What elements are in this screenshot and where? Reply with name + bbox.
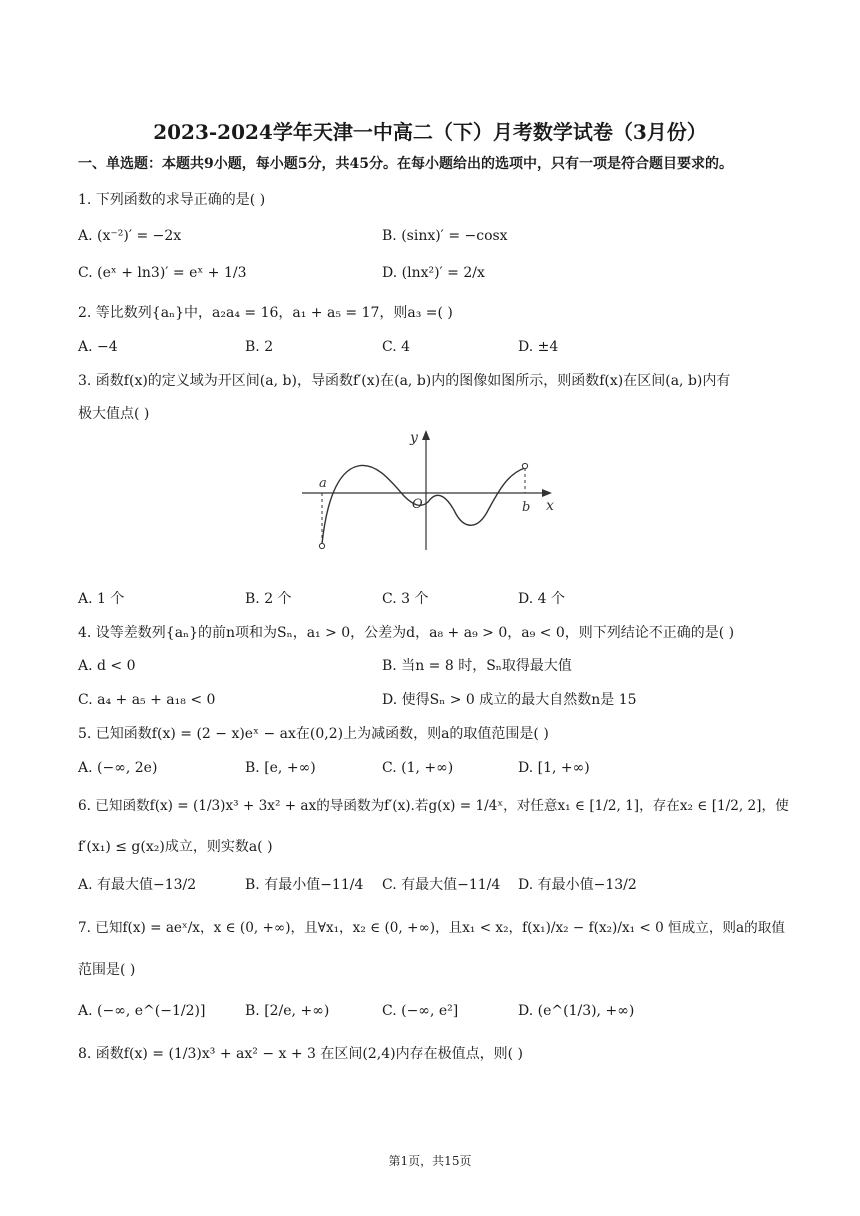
derivative-curve	[322, 465, 525, 544]
x-axis-label: x	[546, 498, 554, 514]
question-4-option-c: C. a₄ + a₅ + a₁₈ < 0	[78, 692, 216, 708]
question-1-option-c: C. (eˣ + ln3)′ = eˣ + 1/3	[78, 265, 247, 281]
question-1-option-d: D. (lnx²)′ = 2/x	[382, 265, 485, 281]
left-open-endpoint	[319, 543, 324, 548]
question-1-stem: 1. 下列函数的求导正确的是( )	[78, 192, 266, 208]
question-1-option-a: A. (x⁻²)′ = −2x	[78, 228, 182, 244]
question-6-option-c: C. 有最大值−11/4	[382, 877, 501, 893]
page-title: 2023-2024学年天津一中高二（下）月考数学试卷（3月份）	[153, 120, 707, 144]
question-7-option-c: C. (−∞, e²]	[382, 1003, 459, 1019]
x-axis-arrow	[542, 489, 552, 497]
question-6-option-d: D. 有最小值−13/2	[518, 877, 637, 893]
question-6-stem: 6. 已知函数f(x) = (1/3)x³ + 3x² + ax的导函数为f′(x).若g(x) = 1/4ˣ，对任意x₁ ∈ [1/2, 1]，存在x₂ ∈ [1/2, 2]，使	[78, 798, 789, 814]
question-6-option-a: A. 有最大值−13/2	[78, 877, 197, 893]
y-axis-label: y	[410, 430, 418, 446]
question-3-option-b: B. 2 个	[245, 591, 292, 607]
question-5-option-d: D. [1, +∞)	[518, 760, 590, 776]
question-3-option-c: C. 3 个	[382, 591, 429, 607]
question-5-stem: 5. 已知函数f(x) = (2 − x)eˣ − ax在(0,2)上为减函数，则a的取值范围是( )	[78, 726, 549, 742]
question-5-option-c: C. (1, +∞)	[382, 760, 454, 776]
question-4-option-a: A. d < 0	[78, 658, 136, 674]
question-7-option-d: D. (e^(1/3), +∞)	[518, 1003, 635, 1019]
question-5-option-a: A. (−∞, 2e)	[78, 760, 158, 776]
question-1-option-b: B. (sinx)′ = −cosx	[382, 228, 508, 244]
b-label: b	[522, 500, 531, 515]
question-5-option-b: B. [e, +∞)	[245, 760, 316, 776]
question-4-option-d: D. 使得Sₙ > 0 成立的最大自然数n是 15	[382, 692, 637, 708]
question-2-option-b: B. 2	[245, 339, 274, 355]
y-axis-arrow	[422, 430, 430, 440]
question-2-option-c: C. 4	[382, 339, 411, 355]
question-3-stem: 3. 函数f(x)的定义域为开区间(a, b)，导函数f′(x)在(a, b)内的图像如图所示，则函数f(x)在区间(a, b)内有	[78, 373, 731, 389]
a-label: a	[319, 476, 327, 491]
question-3-stem-cont: 极大值点( )	[78, 406, 150, 422]
question-2-option-d: D. ±4	[518, 339, 559, 355]
derivative-graph	[296, 426, 560, 556]
question-7-stem-cont: 范围是( )	[78, 962, 136, 978]
question-2-stem: 2. 等比数列{aₙ}中，a₂a₄ = 16，a₁ + a₅ = 17，则a₃ =( )	[78, 305, 453, 321]
section-heading: 一、单选题：本题共9小题，每小题5分，共45分。在每小题给出的选项中，只有一项是符合题目要求的。	[78, 156, 733, 172]
question-2-option-a: A. −4	[78, 339, 118, 355]
question-7-option-a: A. (−∞, e^(−1/2)]	[78, 1003, 206, 1019]
question-4-stem: 4. 设等差数列{aₙ}的前n项和为Sₙ，a₁ > 0，公差为d，a₈ + a₉ > 0，a₉ < 0，则下列结论不正确的是( )	[78, 625, 735, 641]
page-footer: 第1页，共15页	[388, 1154, 472, 1168]
question-7-stem: 7. 已知f(x) = aeˣ/x，x ∈ (0, +∞)，且∀x₁，x₂ ∈ (0, +∞)，且x₁ < x₂，f(x₁)/x₂ − f(x₂)/x₁ < 0 恒成立，则a的取值	[78, 920, 785, 936]
question-8-stem: 8. 函数f(x) = (1/3)x³ + ax² − x + 3 在区间(2,4)内存在极值点，则( )	[78, 1046, 523, 1062]
question-6-option-b: B. 有最小值−11/4	[245, 877, 364, 893]
question-7-option-b: B. [2/e, +∞)	[245, 1003, 330, 1019]
question-4-option-b: B. 当n = 8 时，Sₙ取得最大值	[382, 658, 572, 674]
origin-label: O	[412, 497, 423, 512]
right-open-endpoint	[522, 463, 527, 468]
question-3-option-d: D. 4 个	[518, 591, 565, 607]
question-6-stem-cont: f′(x₁) ≤ g(x₂)成立，则实数a( )	[78, 839, 273, 855]
question-3-option-a: A. 1 个	[78, 591, 125, 607]
